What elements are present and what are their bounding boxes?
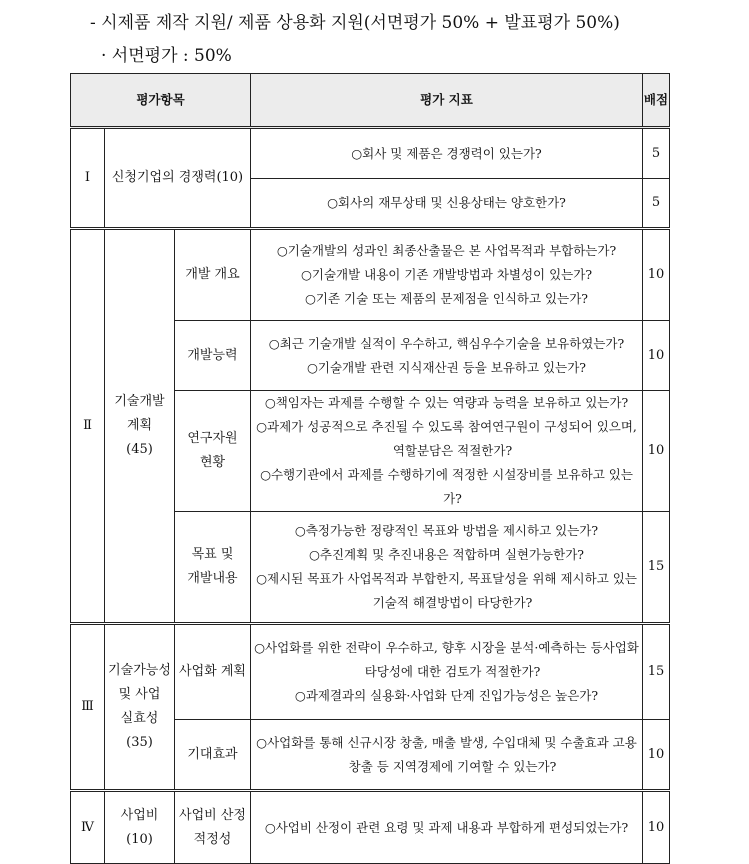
indicator-cell [251,791,643,864]
table-row [71,128,670,179]
score-cell: 15 [643,624,670,720]
section-number: Ⅱ [71,229,105,624]
indicator-item: ○기술개발의 성과인 최종산출물은 본 사업목적과 부합하는가? [276,243,617,258]
subcategory-cell: 기대효과 [175,720,251,791]
indicator-cell [251,720,643,791]
indicator-item: ○과제가 성공적으로 추진될 수 있도록 참여연구원이 구성되어 있으며, 역할분담은 적절한가? [256,419,637,458]
evaluation-table [70,73,670,864]
header-indicator: 평가 지표 [251,74,643,128]
indicator-cell [251,624,643,720]
table-row [71,624,670,720]
category-cell: 기술가능성 및 사업 실효성 (35) [105,624,175,791]
indicator-item: ○회사의 재무상태 및 신용상태는 양호한가? [327,195,566,210]
indicator-item: ○수행기관에서 과제를 수행하기에 적정한 시설장비를 보유하고 있는가? [260,467,633,506]
section-heading: - 시제품 제작 지원/ 제품 상용화 지원(서면평가 50% + 발표평가 50%) [90,13,620,33]
indicator-item: ○사업비 산정이 관련 요령 및 과제 내용과 부합하게 편성되었는가? [264,819,629,835]
indicator-cell [251,512,643,624]
subcategory-cell: 목표 및 개발내용 [175,512,251,624]
subcategory-cell: 개발능력 [175,321,251,391]
indicator-cell [251,321,643,391]
header-score: 배점 [643,74,670,128]
score-cell: 5 [643,128,670,179]
subcategory-cell: 연구자원 현황 [175,391,251,512]
indicator-item: ○추진계획 및 추진내용은 적합하며 실현가능한가? [308,547,584,562]
indicator-item: ○과제결과의 실용화·사업화 단계 진입가능성은 높은가? [294,688,599,703]
category-cell: 기술개발 계획 (45) [105,229,175,624]
indicator-item: ○사업화를 위한 전략이 우수하고, 향후 시장을 분석·예측하는 등사업화 타당성에 대한 검토가 적절한가? [254,640,639,679]
indicator-item: ○기술개발 내용이 기존 개발방법과 차별성이 있는가? [300,267,593,282]
header-item: 평가항목 [71,74,251,128]
indicator-item: ○회사 및 제품은 경쟁력이 있는가? [351,145,542,161]
indicator-item: ○최근 기술개발 실적이 우수하고, 핵심우수기술을 보유하였는가? [268,335,625,351]
indicator-item: ○기존 기술 또는 제품의 문제점을 인식하고 있는가? [305,291,588,306]
indicator-item: ○기술개발 관련 지식재산권 등을 보유하고 있는가? [307,359,586,375]
table-row [71,229,670,321]
subcategory-cell: 사업비 산정 적정성 [175,791,251,864]
score-cell: 10 [643,720,670,791]
indicator-cell [251,229,643,321]
section-number: Ⅳ [71,791,105,864]
indicator-cell [251,128,643,179]
indicator-item: ○사업화를 통해 신규시장 창출, 매출 발생, 수입대체 및 수출효과 고용창출 등 지역경제에 기여할 수 있는가? [256,734,637,774]
section-number: I [71,128,105,229]
score-cell: 10 [643,791,670,864]
table-header-row [71,74,670,128]
indicator-cell [251,179,643,229]
indicator-cell [251,391,643,512]
score-cell: 10 [643,391,670,512]
category-cell: 신청기업의 경쟁력(10) [105,128,251,229]
indicator-item: ○측정가능한 정량적인 목표와 방법을 제시하고 있는가? [294,523,599,538]
score-cell: 5 [643,179,670,229]
score-cell: 10 [643,321,670,391]
table-row [71,791,670,864]
category-cell: 사업비 (10) [105,791,175,864]
subcategory-cell: 사업화 계획 [175,624,251,720]
indicator-item: ○제시된 목표가 사업목적과 부합한지, 목표달성을 위해 제시하고 있는 기술적 해결방법이 타당한가? [256,571,637,610]
section-number: Ⅲ [71,624,105,791]
section-subheading: · 서면평가 : 50% [101,46,232,66]
subcategory-cell: 개발 개요 [175,229,251,321]
score-cell: 10 [643,229,670,321]
indicator-item: ○책임자는 과제를 수행할 수 있는 역량과 능력을 보유하고 있는가? [264,395,629,410]
score-cell: 15 [643,512,670,624]
